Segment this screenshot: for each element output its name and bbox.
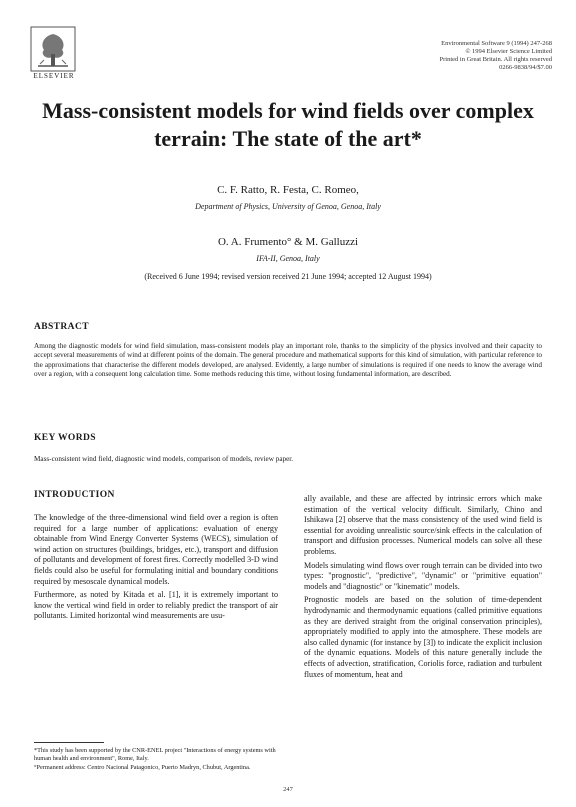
- authors-group-1: C. F. Ratto, R. Festa, C. Romeo,: [217, 184, 359, 196]
- affiliation-2: IFA-II, Genoa, Italy: [256, 254, 320, 263]
- paragraph: Furthermore, as noted by Kitada et al. [1], it is extremely important to know the vertical wind field in order to reliably predict the transport of air pollutants. Limited horizontal wind measurements are usu-: [34, 590, 278, 621]
- paragraph: The knowledge of the three-dimensional wind field over a region is often required for a large number of applications: evaluation of energy obtainable from Wind Energy Converter Systems (WECS), simulation of wind action on structures (buildings, bridges, etc.), transport and diffusion of pollutants and development of forest fires. Correctly modelled 3-D wind fields could also be useful for formulating initial and boundary conditions required by mesoscale dynamical models.: [34, 513, 278, 586]
- copyright-line: © 1994 Elsevier Science Limited: [465, 48, 552, 55]
- publisher-logo-text: ELSEVIER: [33, 72, 75, 80]
- right-column: [304, 494, 542, 683]
- issn-line: 0266-9838/94/$7.00: [499, 64, 552, 71]
- page-number: 247: [283, 786, 293, 793]
- journal-info: [352, 40, 552, 72]
- keywords-text: Mass-consistent wind field, diagnostic wind models, comparison of models, review paper.: [34, 455, 294, 463]
- introduction-heading: INTRODUCTION: [34, 490, 115, 500]
- footnote: °Permanent address: Centro Nacional Patagonico, Puerto Madryn, Chubut, Argentina.: [34, 763, 251, 771]
- printed-line: Printed in Great Britain. All rights reserved: [439, 56, 552, 63]
- abstract-heading: ABSTRACT: [34, 322, 89, 332]
- footnote: *This study has been supported by the CNR-ENEL project "Interactions of energy systems with human health and environment", Rome, Italy.: [34, 747, 276, 762]
- affiliation-1: Department of Physics, University of Genoa, Genoa, Italy: [195, 202, 381, 211]
- paragraph: Prognostic models are based on the solution of time-dependent hydrodynamic and thermodynamic equations (called primitive equations as they are derived straight from the original conservation principles), appropriately modified to apply into the atmosphere. These models are also called dynamic (for instance by [3]) to indicate the explicit inclusion of the dynamic equations. Models of this nature generally include the effects of advection, stratification, Coriolis force, radiation and turbulent fluxes of momentum, heat and: [304, 595, 542, 679]
- journal-citation: Environmental Software 9 (1994) 247-268: [441, 40, 552, 47]
- paragraph: Models simulating wind flows over rough terrain can be divided into two types: "prognostic", "predictive", "dynamic" or "primitive equation" models and "diagnostic" or "kinematic" models.: [304, 560, 542, 591]
- paper-title: Mass-consistent models for wind fields over complex terrain: The state of the art*: [42, 98, 534, 151]
- keywords-heading: KEY WORDS: [34, 433, 96, 443]
- paragraph: ally available, and these are affected by intrinsic errors which make estimation of the vertical velocity difficult. Similarly, Chino and Ishikawa [2] observe that the mass consistency of the used wind field is essential for avoiding unrealistic source/sink effects in the calculation of transport and diffusion processes. Numerical models can solve all these problems.: [304, 494, 542, 556]
- abstract-text: Among the diagnostic models for wind field simulation, mass-consistent models play an important role, thanks to the simplicity of the physics involved and their capacity to accept several measurements of wind at different points of the domain. The general procedure and mathematical supports for this kind of simulation, with particular reference to the approximations that characterise the different models developed, are analysed. Evidently, a large number of simulations is required if one needs to know the average wind over a region, with a consequent long calculation time. Some methods reducing this time, without losing fundamental information, are described.: [34, 342, 542, 379]
- footnotes: [34, 747, 278, 772]
- received-dates: (Received 6 June 1994; revised version received 21 June 1994; accepted 12 August 1994): [144, 272, 432, 281]
- footnote-divider: [34, 742, 104, 743]
- left-column: [34, 513, 278, 625]
- authors-group-2: O. A. Frumento° & M. Galluzzi: [217, 236, 359, 248]
- tree-emblem-icon: [30, 26, 76, 72]
